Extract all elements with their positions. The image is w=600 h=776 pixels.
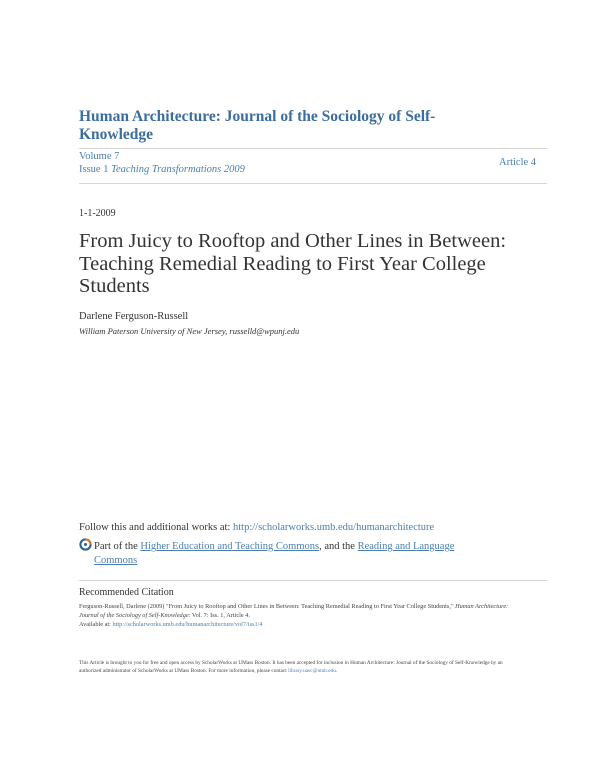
part-of-prefix: Part of the (94, 541, 138, 552)
commons-network-icon (79, 538, 92, 551)
publication-date: 1-1-2009 (79, 208, 116, 219)
journal-title[interactable]: Human Architecture: Journal of the Sociology of Self-Knowledge (79, 108, 436, 143)
footer-text-start: This Article is brought to you for free and open access by ScholarWorks at UMass Boston. It has been accepted for inclusion in Human Architecture: Journal of the Sociology of Self-Knowledge by an authorized administrator of ScholarWorks at UMass Boston. For more information, please contact (79, 660, 503, 674)
citation-available-prefix: Available at: (79, 621, 111, 628)
contact-email-link[interactable]: library.uasc@umb.edu (288, 668, 336, 674)
volume-link[interactable]: Volume 7 (79, 151, 120, 162)
follow-line (79, 522, 434, 533)
article-number-link[interactable]: Article 4 (499, 157, 537, 168)
author-name: Darlene Ferguson-Russell (79, 311, 189, 322)
header-divider (79, 148, 547, 149)
footer-text-end: . (335, 668, 338, 674)
citation-url-link[interactable]: http://scholarworks.umb.edu/humanarchitecture/vol7/iss1/4 (112, 621, 263, 628)
issue-link[interactable] (79, 164, 245, 175)
citation-journal: Human Architecture: Journal of the Sociology of Self-Knowledge (79, 603, 509, 619)
recommended-citation-text (79, 602, 519, 629)
access-statement (79, 659, 524, 675)
article-title: From Juicy to Rooftop and Other Lines in Between: Teaching Remedial Reading to First Year College Students (79, 230, 507, 297)
part-of-line (79, 540, 499, 568)
follow-url-link[interactable]: http://scholarworks.umb.edu/humanarchitecture (233, 522, 435, 533)
author-affiliation: William Paterson University of New Jersey, russelld@wpunj.edu (79, 326, 300, 336)
citation-divider (79, 580, 547, 581)
issue-theme: Teaching Transformations 2009 (111, 164, 245, 175)
citation-text-end: : Vol. 7: Iss. 1, Article 4. (188, 612, 250, 619)
citation-text-start: Ferguson-Russell, Darlene (2009) "From Juicy to Rooftop and Other Lines in Between: Teaching Remedial Reading to First Year College Students," (79, 603, 454, 610)
header-divider-bottom (79, 183, 547, 184)
follow-prefix: Follow this and additional works at: (79, 522, 231, 533)
higher-education-commons-link[interactable]: Higher Education and Teaching Commons (140, 541, 320, 552)
reading-language-commons-link[interactable]: Reading and Language Commons (94, 541, 455, 566)
issue-number: Issue 1 (79, 164, 109, 175)
part-of-middle: , and the (319, 541, 355, 552)
recommended-citation-heading: Recommended Citation (79, 587, 174, 598)
